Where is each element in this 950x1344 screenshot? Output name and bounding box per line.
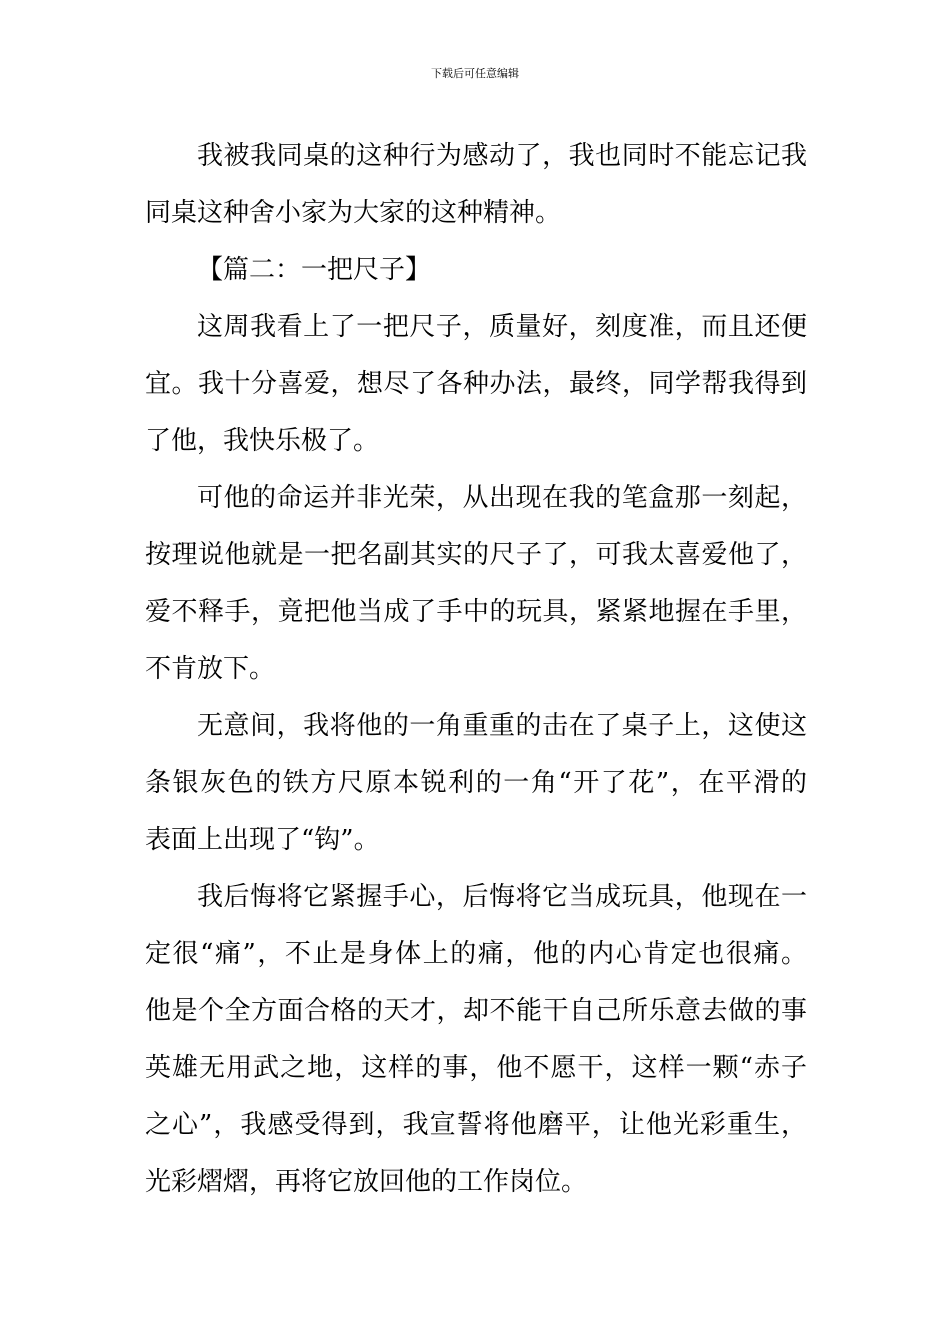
text-line: 同桌这种舍小家为大家的这种精神。: [145, 198, 562, 228]
text-line: 按理说他就是一把名副其实的尺子了，可我太喜爱他了，: [145, 540, 807, 570]
text-line: 表面上出现了“钩”。: [145, 825, 380, 855]
text-line: 不肯放下。: [145, 654, 276, 684]
text-line: 宜。我十分喜爱，想尽了各种办法，最终，同学帮我得到: [145, 369, 807, 399]
text-line: 条银灰色的铁方尺原本锐利的一角“开了花”，在平滑的: [145, 768, 807, 798]
text-line: 无意间，我将他的一角重重的击在了桌子上，这使这: [197, 711, 807, 741]
text-line: 之心”，我感受得到，我宣誓将他磨平，让他光彩重生，: [145, 1110, 807, 1140]
text-line: 爱不释手，竟把他当成了手中的玩具，紧紧地握在手里，: [145, 597, 807, 627]
text-line: 光彩熠熠，再将它放回他的工作岗位。: [145, 1167, 588, 1197]
text-line: 我后悔将它紧握手心，后悔将它当成玩具，他现在一: [197, 882, 807, 912]
text-line: 他是个全方面合格的天才，却不能干自己所乐意去做的事: [145, 996, 807, 1026]
text-line: 这周我看上了一把尺子，质量好，刻度准，而且还便: [197, 312, 807, 342]
text-line: 了他，我快乐极了。: [145, 426, 380, 456]
text-line: 我被我同桌的这种行为感动了，我也同时不能忘记我: [197, 141, 807, 171]
section-heading: 【篇二：一把尺子】: [197, 255, 432, 285]
text-line: 英雄无用武之地，这样的事，他不愿干，这样一颗“赤子: [145, 1053, 807, 1083]
page-header: 下载后可任意编辑: [431, 67, 519, 80]
text-line: 可他的命运并非光荣，从出现在我的笔盒那一刻起，: [197, 483, 807, 513]
text-line: 定很“痛”，不止是身体上的痛，他的内心肯定也很痛。: [145, 939, 807, 969]
document-body: [145, 128, 807, 1211]
